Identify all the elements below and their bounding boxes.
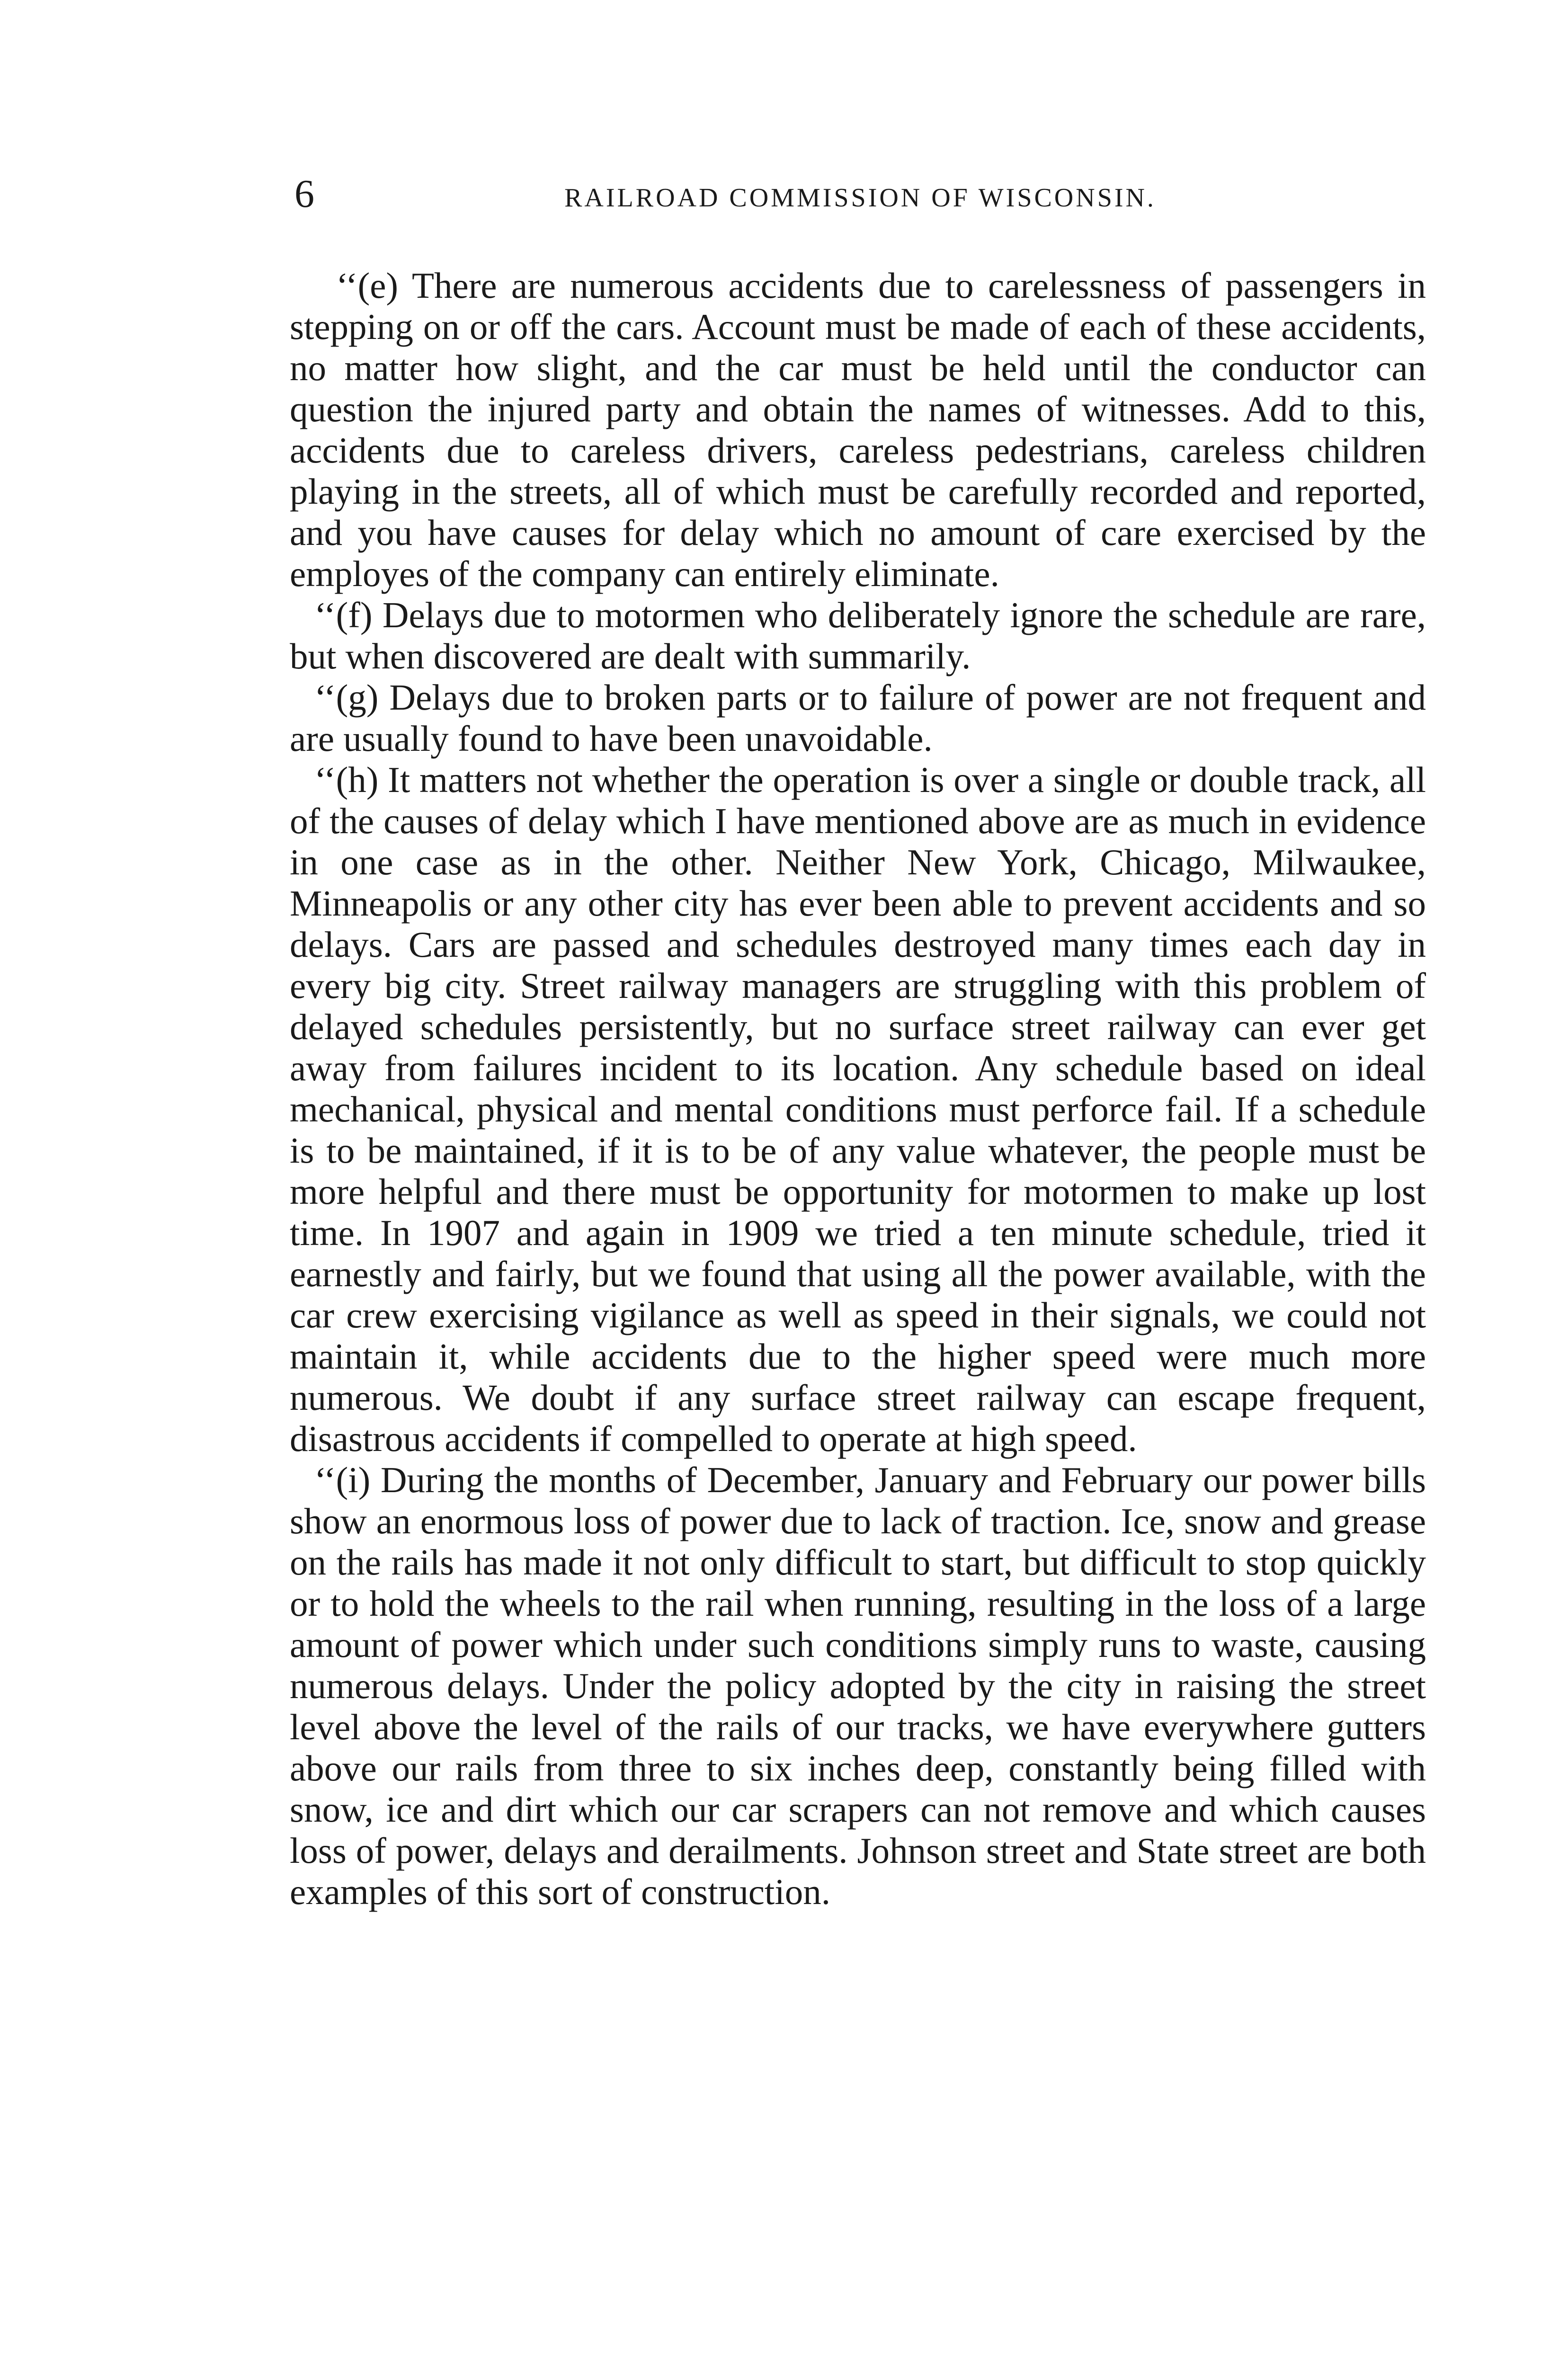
paragraph-g: ‘‘(g) Delays due to broken parts or to failure of power are not frequent and are usually found to have been unavoidable.: [290, 677, 1426, 759]
page-header: [294, 168, 1426, 220]
running-title: RAILROAD COMMISSION OF WISCONSIN.: [564, 183, 1156, 213]
paragraph-h: ‘‘(h) It matters not whether the operation is over a single or double track, all of the causes of delay which I have mentioned above are as much in evidence in one case as in the other. Neither New York, Chicago, Milwaukee, Minneapolis or any other city has ever been able to prevent accidents and so delays. Cars are passed and schedules destroyed many times each day in every big city. Street railway managers are struggling with this problem of delayed schedules persistently, but no surface street railway can ever get away from failures incident to its location. Any schedule based on ideal mechanical, physical and mental conditions must perforce fail. If a schedule is to be maintained, if it is to be of any value whatever, the people must be more helpful and there must be opportunity for motormen to make up lost time. In 1907 and again in 1909 we tried a ten minute schedule, tried it earnestly and fairly, but we found that using all the power available, with the car crew exercising vigilance as well as speed in their signals, we could not maintain it, while accidents due to the higher speed were much more numerous. We doubt if any surface street railway can escape frequent, disastrous accidents if compelled to operate at high speed.: [290, 759, 1426, 1459]
body-text: [290, 265, 1426, 1913]
paragraph-i: ‘‘(i) During the months of December, January and February our power bills show an enormous loss of power due to lack of traction. Ice, snow and grease on the rails has made it not only difficult to start, but difficult to stop quickly or to hold the wheels to the rail when running, resulting in the loss of a large amount of power which under such conditions simply runs to waste, causing numerous delays. Under the policy adopted by the city in raising the street level above the level of the rails of our tracks, we have everywhere gutters above our rails from three to six inches deep, constantly being filled with snow, ice and dirt which our car scrapers can not remove and which causes loss of power, delays and derailments. Johnson street and State street are both examples of this sort of construction.: [290, 1459, 1426, 1912]
page-number: 6: [294, 172, 314, 216]
paragraph-e: ‘‘(e) There are numerous accidents due to carelessness of passengers in stepping on or off the cars. Account must be made of each of these accidents, no matter how slight, and the car must be held until the conductor can question the injured party and obtain the names of witnesses. Add to this, accidents due to careless drivers, careless pedestrians, careless children playing in the streets, all of which must be carefully recorded and reported, and you have causes for delay which no amount of care exercised by the employes of the company can entirely eliminate.: [290, 265, 1426, 594]
paragraph-f: ‘‘(f) Delays due to motormen who deliberately ignore the schedule are rare, but when discovered are dealt with summarily.: [290, 595, 1426, 676]
